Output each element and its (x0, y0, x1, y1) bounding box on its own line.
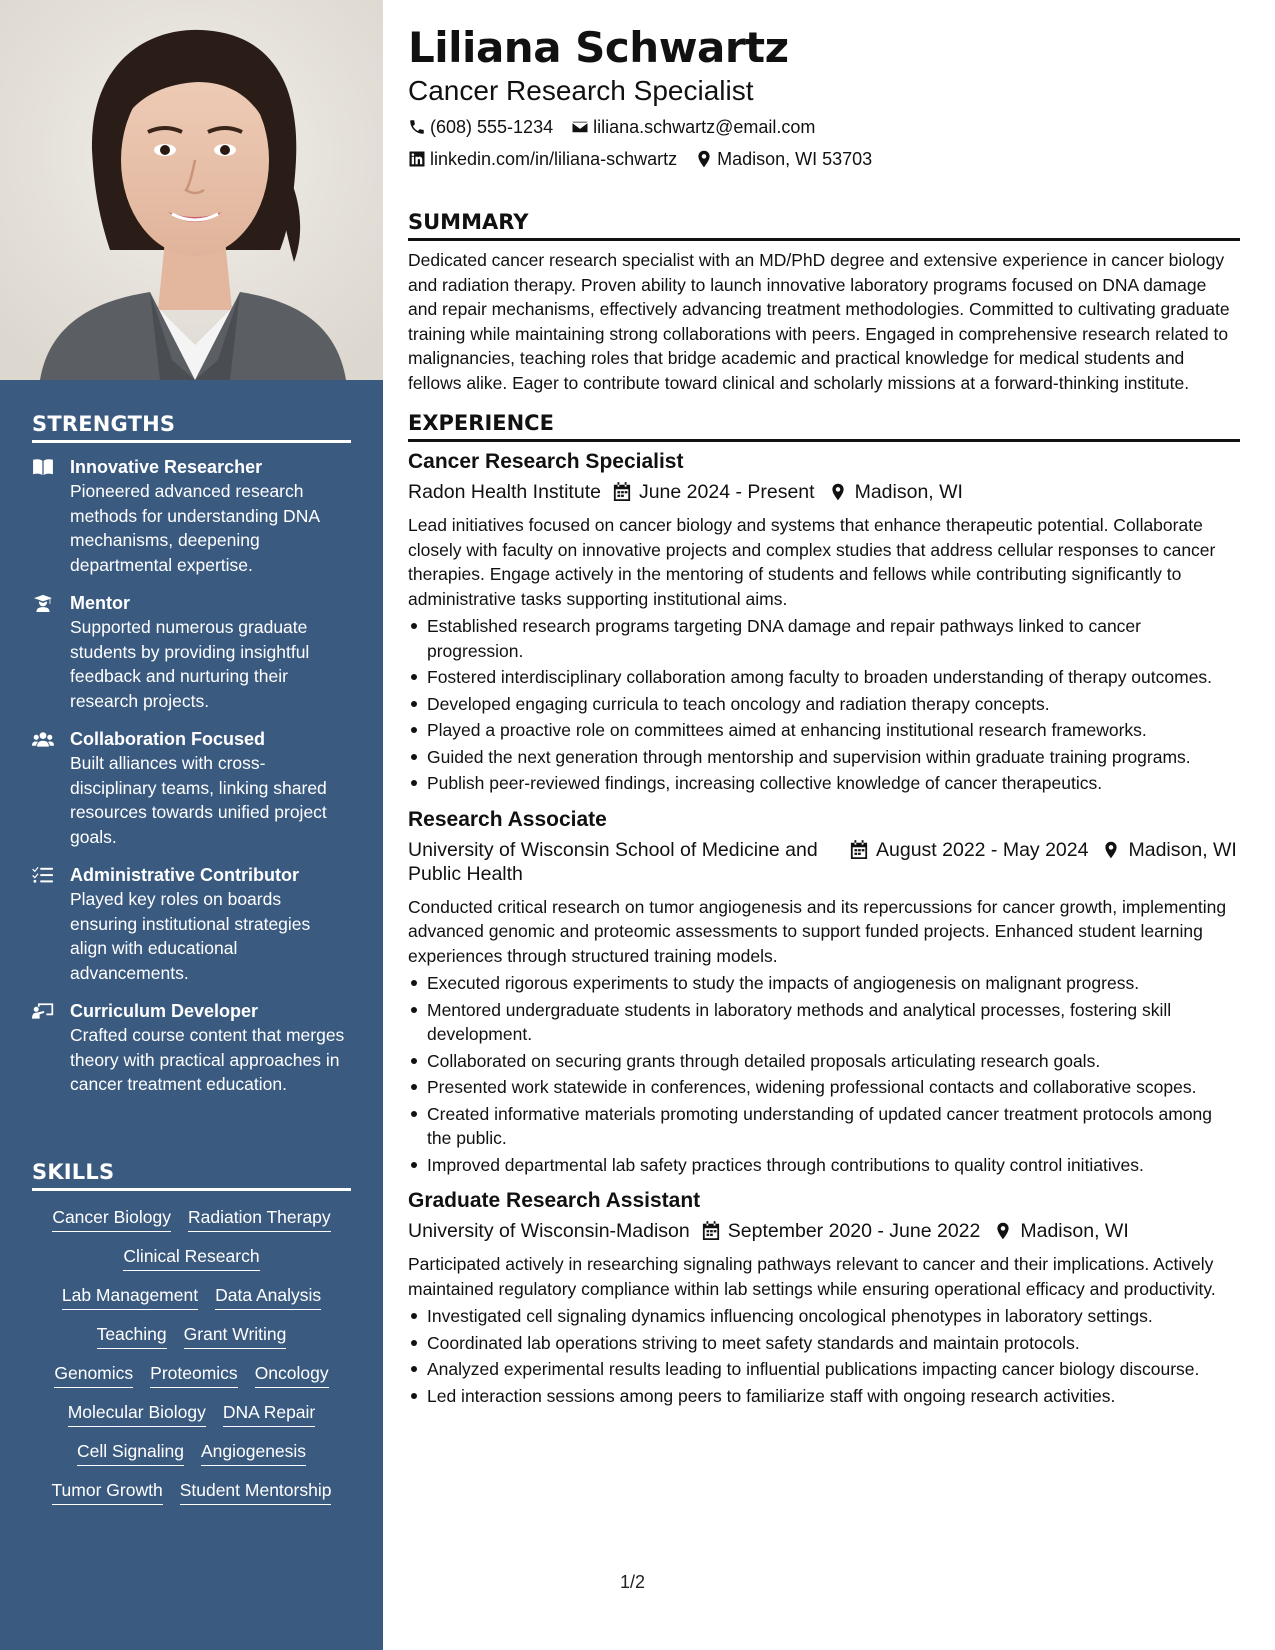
skill-tag: Radiation Therapy (188, 1205, 331, 1232)
job-company: University of Wisconsin-Madison (408, 1220, 690, 1242)
job-title: Graduate Research Assistant (408, 1189, 701, 1212)
list-item: Analyzed experimental results leading to influential publications impacting cancer biology discourse. (408, 1357, 1240, 1382)
skill-tag: Proteomics (150, 1361, 238, 1388)
main-content (408, 22, 1240, 1410)
email-text: liliana.schwartz@email.com (593, 117, 816, 137)
phone-text: (608) 555-1234 (430, 117, 554, 137)
strength-title: Curriculum Developer (70, 1001, 259, 1021)
location-contact (695, 146, 872, 172)
strength-title: Collaboration Focused (70, 729, 266, 749)
list-item: Collaborated on securing grants through detailed proposals articulating research goals. (408, 1049, 1240, 1074)
job-dates: September 2020 - June 2022 (727, 1220, 981, 1242)
job-dates: June 2024 - Present (638, 481, 815, 503)
phone-contact[interactable] (408, 114, 553, 140)
job-company: Radon Health Institute (408, 481, 601, 503)
job-description: Conducted critical research on tumor angiogenesis and its repercussions for cancer growth, implementing advanced genomic and proteomic assessments to support funded projects. Enhanced student learning experiences through structured training models. (408, 896, 1227, 966)
skill-tag: DNA Repair (223, 1400, 315, 1427)
strength-item (32, 591, 351, 713)
candidate-role: Cancer Research Specialist (408, 75, 754, 106)
users-icon (32, 727, 70, 849)
skill-tag: Oncology (255, 1361, 329, 1388)
job-description: Lead initiatives focused on cancer biology and systems that enhance therapeutic potential. Collaborate closely with faculty on innovative projects and complex studies that address cellular responses to cancer therapies. Engage actively in the mentoring of students and fellows while contributing significantly to administrative tasks supporting institutional aims. (408, 515, 1216, 609)
job-bullets (408, 971, 1240, 1177)
calendar-icon (702, 1221, 720, 1241)
list-item: Mentored undergraduate students in laboratory methods and analytical processes, fostering skill development. (408, 998, 1240, 1047)
skill-tag: Angiogenesis (201, 1439, 306, 1466)
page-number: 1/2 (620, 1572, 646, 1592)
map-pin-icon (1102, 840, 1120, 860)
job-title: Research Associate (408, 807, 607, 831)
strength-desc: Built alliances with cross-disciplinary teams, linking shared resources towards unified project goals. (70, 753, 327, 847)
skill-tag: Molecular Biology (68, 1400, 206, 1427)
experience-heading: EXPERIENCE (408, 409, 1240, 442)
job-meta (408, 1219, 1240, 1243)
contact-row (408, 114, 1240, 140)
skill-tag: Clinical Research (123, 1244, 259, 1271)
job-title: Cancer Research Specialist (408, 450, 684, 473)
list-item: Publish peer-reviewed findings, increasing collective knowledge of cancer therapeutics. (408, 771, 1240, 796)
summary-heading: SUMMARY (408, 208, 1240, 241)
profile-photo (0, 0, 383, 380)
calendar-icon (613, 482, 631, 502)
map-pin-icon (695, 150, 713, 168)
candidate-name: Liliana Schwartz (408, 23, 789, 72)
list-item: Fostered interdisciplinary collaboration among faculty to broaden understanding of therapy outcomes. (408, 665, 1240, 690)
list-item: Improved departmental lab safety practices through contributions to quality control initiatives. (408, 1153, 1240, 1178)
book-icon (32, 455, 70, 577)
list-item: Executed rigorous experiments to study the impacts of angiogenesis on malignant progress. (408, 971, 1240, 996)
strengths-heading: STRENGTHS (32, 412, 351, 443)
skill-tag: Cancer Biology (52, 1205, 171, 1232)
skills-section (32, 1160, 351, 1505)
teacher-icon (32, 999, 70, 1097)
experience-section (408, 409, 1240, 1408)
summary-section (408, 208, 1240, 395)
skills-heading: SKILLS (32, 1160, 351, 1191)
strength-title: Mentor (70, 593, 130, 613)
strengths-section (32, 412, 351, 1111)
list-item: Developed engaging curricula to teach oncology and radiation therapy concepts. (408, 692, 1240, 717)
job-entry (408, 1187, 1240, 1408)
list-item: Investigated cell signaling dynamics influencing oncological phenotypes in laboratory settings. (408, 1304, 1240, 1329)
linkedin-icon (408, 150, 426, 168)
job-entry (408, 806, 1240, 1178)
job-dates: August 2022 - May 2024 (876, 838, 1089, 861)
map-pin-icon (994, 1221, 1012, 1241)
strength-title: Administrative Contributor (70, 865, 300, 885)
job-meta (408, 480, 1240, 504)
job-bullets (408, 614, 1240, 796)
job-location: Madison, WI (854, 481, 963, 503)
location-text: Madison, WI 53703 (717, 149, 873, 169)
list-item: Coordinated lab operations striving to meet safety standards and maintain protocols. (408, 1331, 1240, 1356)
skill-tag: Lab Management (62, 1283, 198, 1310)
job-bullets (408, 1304, 1240, 1408)
email-contact[interactable] (571, 114, 815, 140)
linkedin-contact[interactable] (408, 146, 677, 172)
strength-desc: Crafted course content that merges theory with practical approaches in cancer treatment education. (70, 1025, 345, 1094)
list-item: Led interaction sessions among peers to familiarize staff with ongoing research activities. (408, 1384, 1240, 1409)
strength-desc: Pioneered advanced research methods for understanding DNA mechanisms, deepening departmental expertise. (70, 481, 320, 575)
list-item: Played a proactive role on committees aimed at enhancing institutional research frameworks. (408, 718, 1240, 743)
sidebar (0, 0, 383, 1650)
job-meta (408, 838, 1240, 886)
skills-list (32, 1205, 351, 1505)
strength-desc: Supported numerous graduate students by providing insightful feedback and nurturing their research projects. (70, 617, 310, 711)
list-item: Guided the next generation through mentorship and supervision within graduate training programs. (408, 745, 1240, 770)
linkedin-text: linkedin.com/in/liliana-schwartz (430, 149, 678, 169)
phone-icon (408, 118, 426, 136)
job-entry (408, 448, 1240, 796)
graduate-icon (32, 591, 70, 713)
calendar-icon (850, 840, 868, 860)
strength-desc: Played key roles on boards ensuring institutional strategies align with educational advancements. (70, 889, 311, 983)
strength-item (32, 999, 351, 1097)
envelope-icon (571, 118, 589, 136)
skill-tag: Data Analysis (215, 1283, 321, 1310)
list-check-icon (32, 863, 70, 985)
strength-item (32, 455, 351, 577)
job-location: Madison, WI (1020, 1220, 1129, 1242)
strength-item (32, 863, 351, 985)
list-item: Created informative materials promoting understanding of updated cancer treatment protocols among the public. (408, 1102, 1240, 1151)
skill-tag: Tumor Growth (52, 1478, 163, 1505)
skill-tag: Student Mentorship (180, 1478, 332, 1505)
strength-title: Innovative Researcher (70, 457, 263, 477)
job-location: Madison, WI (1128, 838, 1237, 861)
skill-tag: Genomics (54, 1361, 133, 1388)
contact-row (408, 146, 1240, 172)
list-item: Established research programs targeting DNA damage and repair pathways linked to cancer progression. (408, 614, 1240, 663)
job-description: Participated actively in researching signaling pathways relevant to cancer and their implications. Actively maintained regulatory compliance within lab settings while ensuring operational efficacy and productivity. (408, 1254, 1216, 1299)
job-company: University of Wisconsin School of Medicine and Public Health (408, 838, 818, 885)
map-pin-icon (829, 482, 847, 502)
skill-tag: Cell Signaling (77, 1439, 184, 1466)
list-item: Presented work statewide in conferences, widening professional contacts and collaborative scopes. (408, 1075, 1240, 1100)
summary-text: Dedicated cancer research specialist with an MD/PhD degree and extensive experience in cancer biology and radiation therapy. Proven ability to launch innovative laboratory programs focused on DNA damage and repair mechanisms, effectively advancing treatment methodologies. Committed to cultivating graduate training while maintaining strong collaborations with peers. Engaged in comprehensive research related to malignancies, teaching roles that bridge academic and practical knowledge for medical students and fellows alike. Eager to contribute toward clinical and scholarly missions at a forward-thinking institute. (408, 250, 1230, 393)
skill-tag: Teaching (97, 1322, 167, 1349)
skill-tag: Grant Writing (184, 1322, 287, 1349)
strength-item (32, 727, 351, 849)
